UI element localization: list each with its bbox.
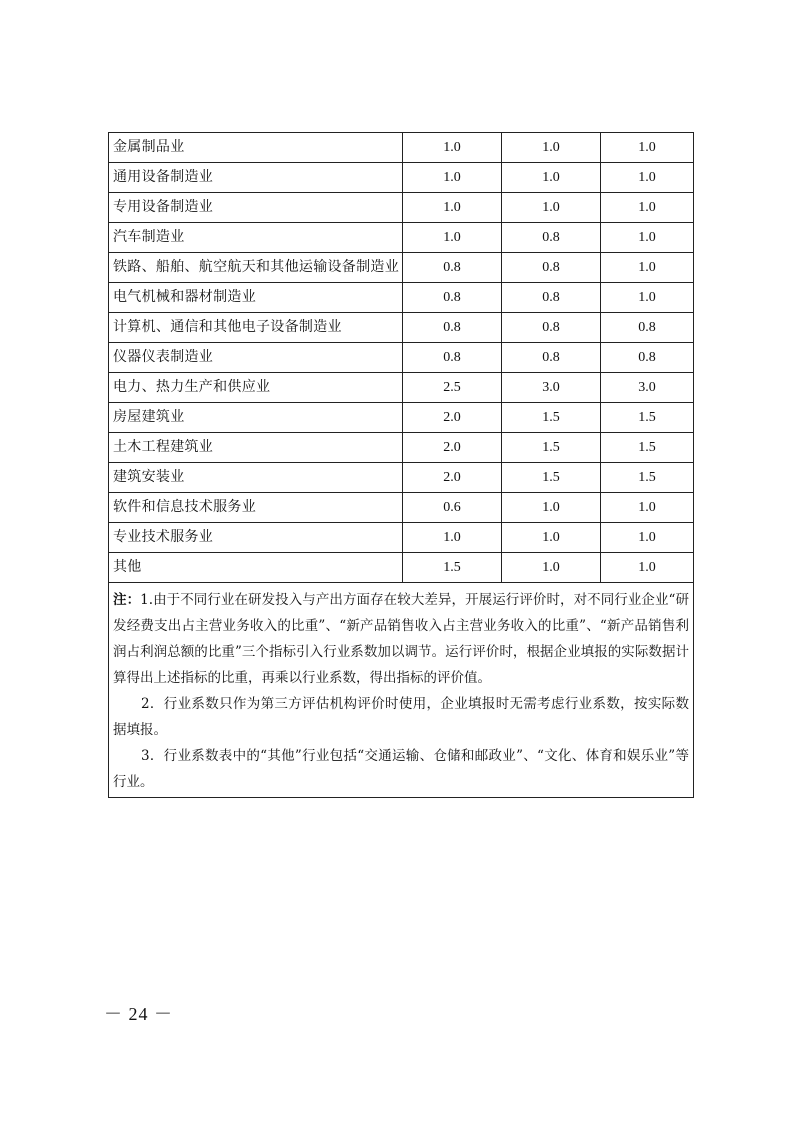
industry-name-cell: 金属制品业 [109, 133, 403, 163]
notes-row [109, 583, 694, 798]
industry-name-cell: 铁路、船舶、航空航天和其他运输设备制造业 [109, 253, 403, 283]
industry-name-cell: 软件和信息技术服务业 [109, 493, 403, 523]
coefficient-cell-2: 0.8 [502, 313, 601, 343]
coefficient-cell-2: 1.0 [502, 133, 601, 163]
table-row [109, 163, 694, 193]
table-row [109, 493, 694, 523]
coefficient-cell-2: 0.8 [502, 223, 601, 253]
note-3: 3．行业系数表中的“其他”行业包括“交通运输、仓储和邮政业”、“文化、体育和娱乐业”等行业。 [113, 748, 689, 790]
coefficient-cell-3: 1.0 [601, 523, 694, 553]
table-row [109, 253, 694, 283]
coefficient-cell-1: 1.0 [403, 193, 502, 223]
coefficient-cell-3: 1.0 [601, 553, 694, 583]
coefficient-cell-2: 1.0 [502, 523, 601, 553]
notes-label: 注： [113, 592, 141, 608]
coefficient-cell-2: 1.0 [502, 163, 601, 193]
coefficient-cell-3: 3.0 [601, 373, 694, 403]
coefficient-cell-3: 1.0 [601, 193, 694, 223]
coefficient-cell-3: 1.5 [601, 403, 694, 433]
coefficient-cell-1: 2.5 [403, 373, 502, 403]
industry-name-cell: 专业技术服务业 [109, 523, 403, 553]
coefficient-cell-3: 1.0 [601, 223, 694, 253]
industry-name-cell: 计算机、通信和其他电子设备制造业 [109, 313, 403, 343]
coefficient-cell-2: 1.0 [502, 553, 601, 583]
industry-coefficient-table [108, 132, 694, 798]
industry-name-cell: 仪器仪表制造业 [109, 343, 403, 373]
coefficient-cell-3: 1.0 [601, 493, 694, 523]
coefficient-cell-1: 2.0 [403, 403, 502, 433]
table-row [109, 133, 694, 163]
coefficient-cell-2: 0.8 [502, 283, 601, 313]
coefficient-cell-3: 1.0 [601, 133, 694, 163]
table-row [109, 283, 694, 313]
coefficient-cell-1: 0.8 [403, 283, 502, 313]
industry-name-cell: 土木工程建筑业 [109, 433, 403, 463]
coefficient-cell-2: 1.0 [502, 193, 601, 223]
coefficient-cell-1: 2.0 [403, 433, 502, 463]
page-number: － 24 － [104, 1004, 173, 1024]
note-1-text: 1.由于不同行业在研发投入与产出方面存在较大差异，开展运行评价时，对不同行业企业“研发经费支出占主营业务收入的比重”、“新产品销售收入占主营业务收入的比重”、“新产品销售利润占利润总额的比重”三个指标引入行业系数加以调节。运行评价时，根据企业填报的实际数据计算得出上述指标的比重，再乘以行业系数，得出指标的评价值。 [113, 592, 690, 686]
coefficient-cell-2: 3.0 [502, 373, 601, 403]
industry-name-cell: 电力、热力生产和供应业 [109, 373, 403, 403]
table-row [109, 343, 694, 373]
table-row [109, 463, 694, 493]
industry-name-cell: 专用设备制造业 [109, 193, 403, 223]
coefficient-cell-3: 1.0 [601, 283, 694, 313]
coefficient-cell-2: 1.0 [502, 493, 601, 523]
coefficient-cell-2: 0.8 [502, 253, 601, 283]
industry-name-cell: 汽车制造业 [109, 223, 403, 253]
coefficient-cell-3: 0.8 [601, 343, 694, 373]
note-1 [113, 587, 689, 691]
table-row [109, 313, 694, 343]
coefficient-cell-3: 1.5 [601, 463, 694, 493]
coefficient-cell-1: 1.5 [403, 553, 502, 583]
industry-name-cell: 电气机械和器材制造业 [109, 283, 403, 313]
coefficient-cell-3: 1.0 [601, 253, 694, 283]
coefficient-cell-1: 1.0 [403, 133, 502, 163]
table-row [109, 193, 694, 223]
industry-name-cell: 房屋建筑业 [109, 403, 403, 433]
industry-name-cell: 建筑安装业 [109, 463, 403, 493]
coefficient-cell-2: 1.5 [502, 403, 601, 433]
industry-name-cell: 其他 [109, 553, 403, 583]
industry-name-cell: 通用设备制造业 [109, 163, 403, 193]
coefficient-cell-1: 2.0 [403, 463, 502, 493]
table-row [109, 553, 694, 583]
coefficient-cell-1: 0.8 [403, 313, 502, 343]
coefficient-cell-1: 1.0 [403, 223, 502, 253]
table-row [109, 223, 694, 253]
coefficient-cell-3: 1.0 [601, 163, 694, 193]
coefficient-cell-1: 0.8 [403, 343, 502, 373]
notes-cell [109, 583, 694, 798]
coefficient-cell-1: 0.8 [403, 253, 502, 283]
coefficient-cell-3: 0.8 [601, 313, 694, 343]
coefficient-cell-1: 1.0 [403, 163, 502, 193]
coefficient-cell-1: 1.0 [403, 523, 502, 553]
coefficient-cell-2: 1.5 [502, 433, 601, 463]
table-row [109, 403, 694, 433]
coefficient-cell-2: 0.8 [502, 343, 601, 373]
coefficient-cell-3: 1.5 [601, 433, 694, 463]
coefficient-cell-1: 0.6 [403, 493, 502, 523]
table-row [109, 523, 694, 553]
table-row [109, 373, 694, 403]
table-row [109, 433, 694, 463]
note-2: 2．行业系数只作为第三方评估机构评价时使用，企业填报时无需考虑行业系数，按实际数据填报。 [113, 696, 689, 738]
coefficient-cell-2: 1.5 [502, 463, 601, 493]
table-body [109, 133, 694, 798]
